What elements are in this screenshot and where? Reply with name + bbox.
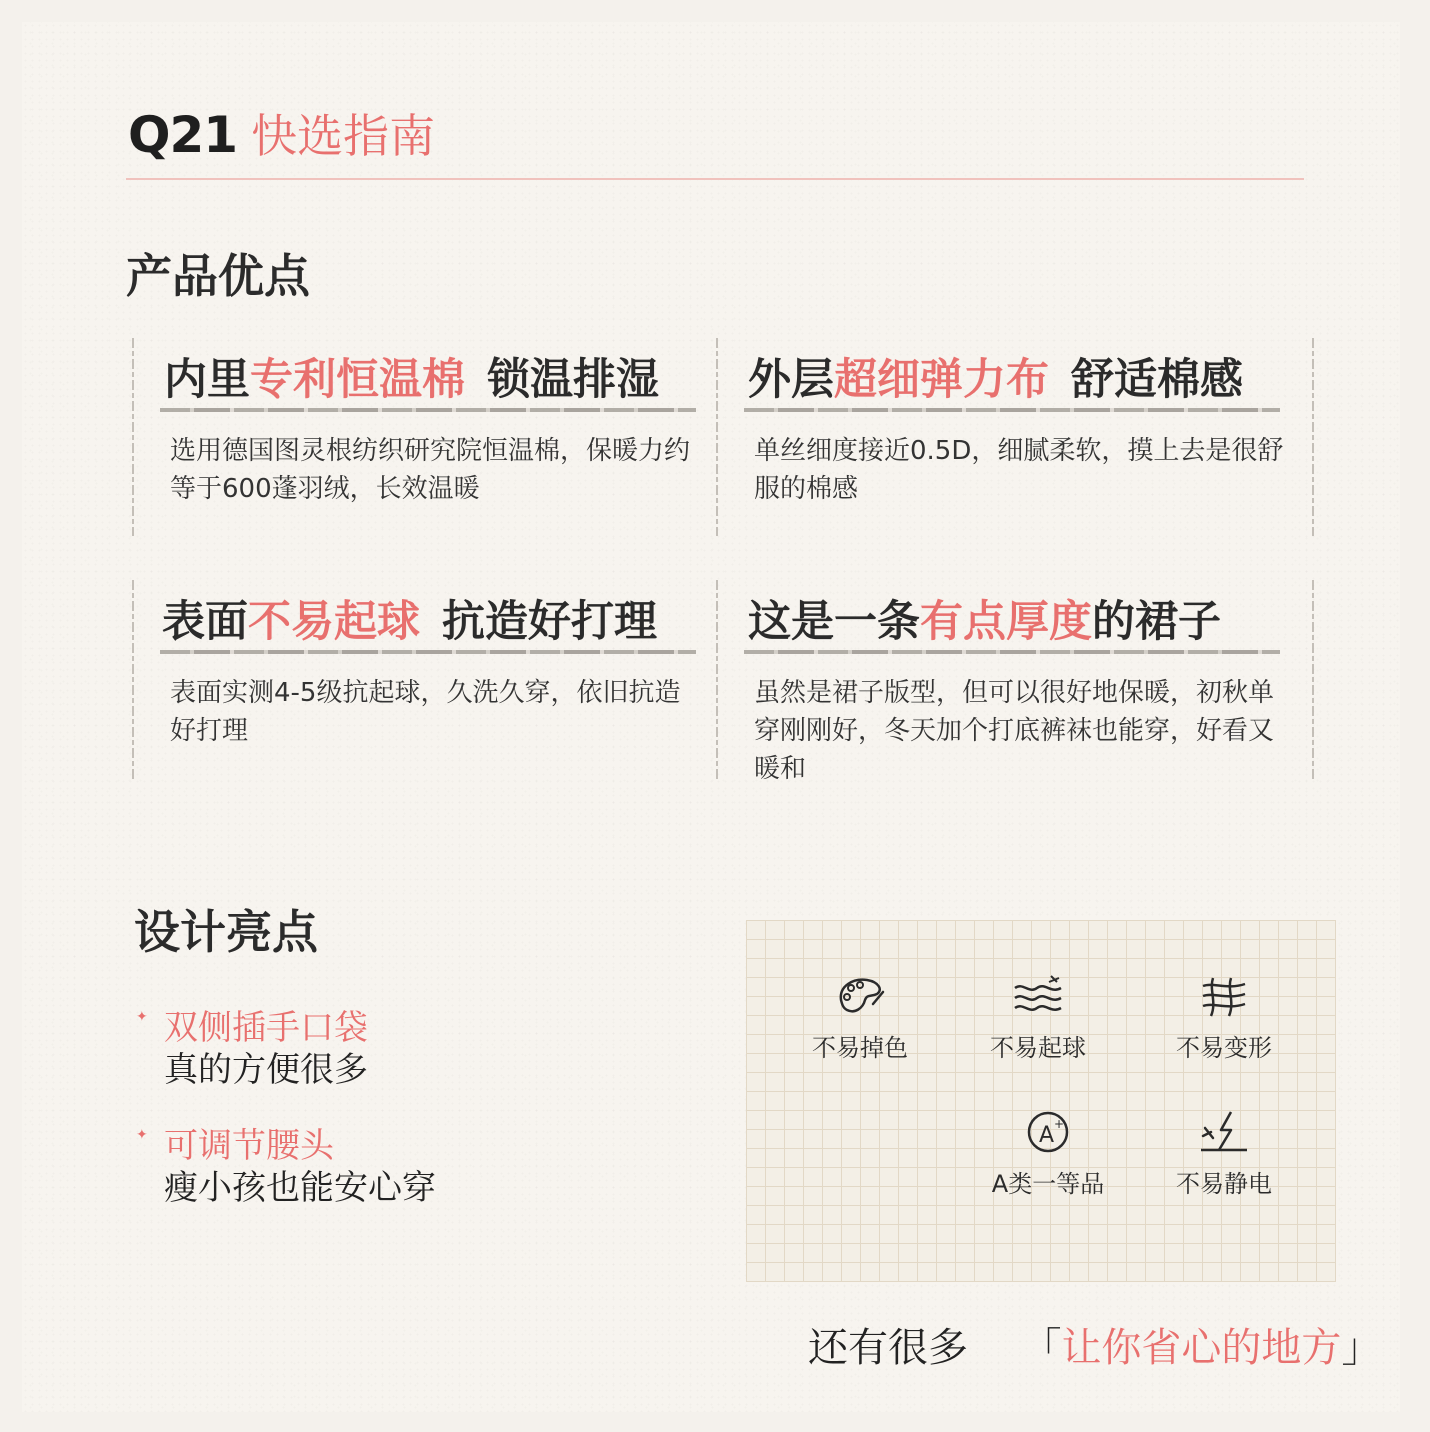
- feature-item-antipilling: [968, 974, 1108, 1063]
- footer-tagline: [808, 1316, 1381, 1373]
- card-heading: 外层超细弹力布 舒适棉感: [748, 355, 1243, 405]
- feature-item-colorfast: [790, 974, 930, 1063]
- svg-text:+: +: [1054, 1117, 1065, 1131]
- svg-text:A: A: [1039, 1123, 1055, 1148]
- pilling-icon: [1011, 974, 1065, 1018]
- footer-close-bracket: 」: [1341, 1325, 1382, 1371]
- feature-label: A类一等品: [991, 1170, 1105, 1198]
- bullet-text: 瘦小孩也能安心穿: [164, 1168, 436, 1208]
- bullet-star-icon: ✦: [136, 1127, 148, 1143]
- feature-label: 不易掉色: [812, 1034, 908, 1062]
- bullet-text: 真的方便很多: [164, 1050, 368, 1090]
- feature-item-grade-a: [978, 1110, 1118, 1199]
- card-body: 虽然是裙子版型，但可以很好地保暖，初秋单穿刚刚好，冬天加个打底裤袜也能穿，好看又暖和: [754, 678, 1275, 784]
- bullet-star-icon: ✦: [136, 1009, 148, 1025]
- card-divider: [744, 650, 1280, 654]
- grade-a-icon: [1021, 1110, 1075, 1154]
- feature-item-antistatic: [1154, 1110, 1294, 1199]
- footer-open-bracket: 「: [1021, 1325, 1062, 1371]
- bullet-highlight: 可调节腰头: [164, 1126, 334, 1166]
- product-code: Q21: [128, 106, 238, 164]
- bullet-highlight: 双侧插手口袋: [164, 1008, 368, 1048]
- feature-label: 不易静电: [1176, 1170, 1272, 1198]
- advantage-card-4: [716, 580, 1300, 784]
- card-body: 选用德国图灵根纺织研究院恒温棉，保暖力约等于600蓬羽绒，长效温暖: [170, 436, 691, 504]
- feature-label: 不易变形: [1176, 1034, 1272, 1062]
- footer-highlight: 让你省心的地方: [1061, 1325, 1342, 1371]
- advantage-card-2: [716, 338, 1300, 536]
- feature-label: 不易起球: [990, 1034, 1086, 1062]
- advantages-title: 产品优点: [126, 249, 310, 303]
- card-border: [1312, 580, 1314, 780]
- footer-text: 还有很多: [808, 1325, 968, 1371]
- palette-icon: [833, 974, 887, 1018]
- design-title: 设计亮点: [134, 905, 318, 959]
- card-divider: [744, 408, 1280, 412]
- feature-grid-panel: [746, 920, 1336, 1282]
- feature-item-antideform: [1154, 974, 1294, 1063]
- advantage-card-1: [132, 338, 716, 536]
- advantage-card-3: [132, 580, 716, 780]
- page-title: 快选指南: [251, 109, 436, 163]
- card-heading: 表面不易起球 抗造好打理: [162, 597, 657, 647]
- card-body: 表面实测4-5级抗起球，久洗久穿，依旧抗造好打理: [170, 678, 681, 746]
- card-heading: 这是一条有点厚度的裙子: [748, 597, 1221, 647]
- card-heading: 内里专利恒温棉 锁温排湿: [164, 355, 659, 405]
- static-icon: [1197, 1110, 1251, 1154]
- header-divider: [126, 178, 1304, 180]
- card-border: [1312, 338, 1314, 536]
- deform-icon: [1197, 974, 1251, 1018]
- page-header: [128, 100, 435, 164]
- card-body: 单丝细度接近0.5D，细腻柔软，摸上去是很舒服的棉感: [754, 436, 1284, 504]
- card-divider: [160, 650, 696, 654]
- card-divider: [160, 408, 696, 412]
